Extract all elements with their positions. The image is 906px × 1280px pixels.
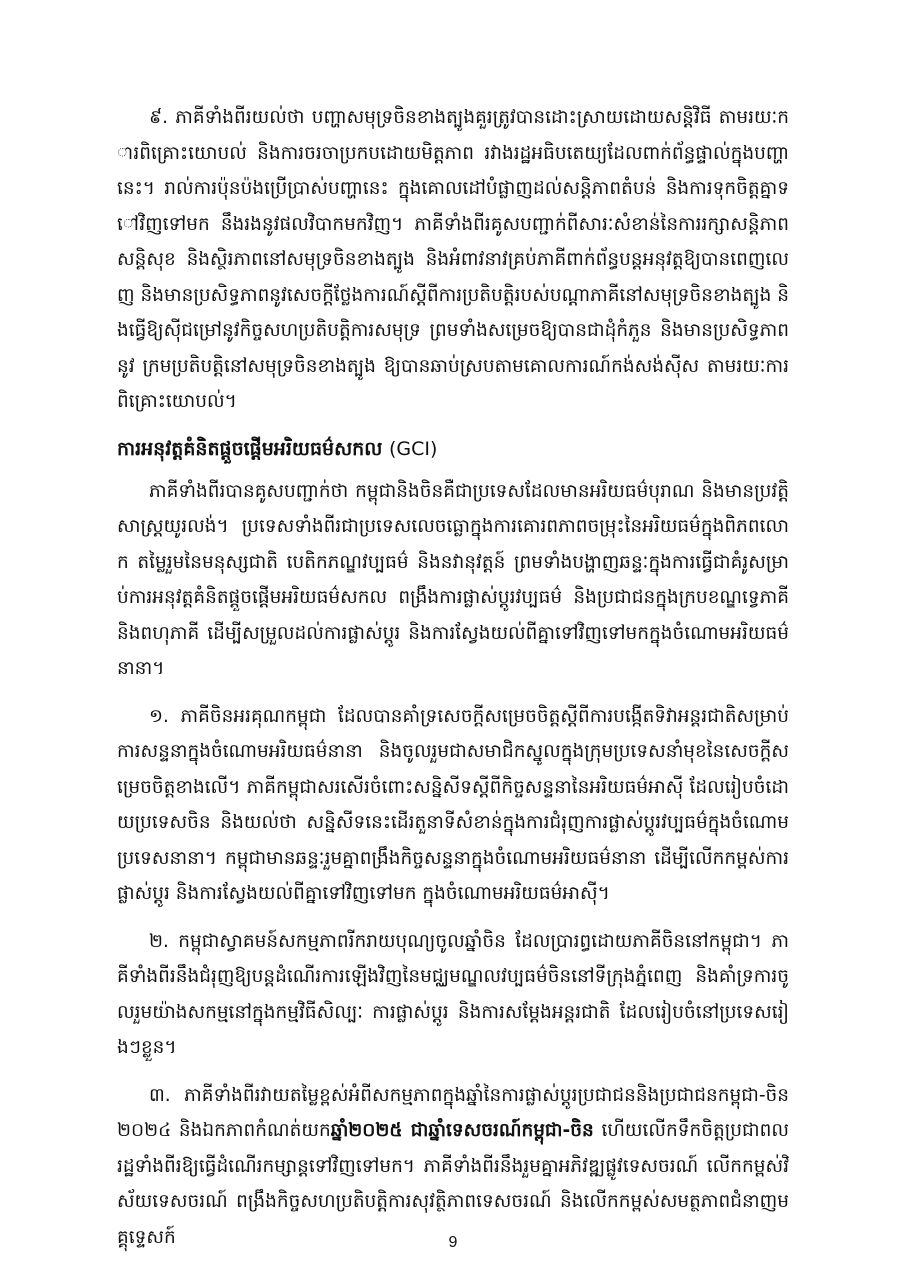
section-heading [117,432,789,466]
paragraph-3-bold: ឆ្នាំ២០២៥ ជាឆ្នាំទេសចរណ៍កម្ពុជា-ចិន [330,1120,594,1141]
paragraph-1: ១. ភាគីចិនអរគុណកម្ពុជា ដែលបានគាំទ្រសេចក្តីសម្រេចចិត្តស្តីពីការបង្កើតទិវាអន្តរជាតិសម្រាប់ការសន្ទនាក្នុងចំណោមអរិយធម៌នានា និងចូលរួមជាសមាជិកស្នូលក្នុងក្រុមប្រទេសនាំមុខនៃសេចក្តីសម្រេចចិត្តខាងលើ។ ភាគីកម្ពុជាសរសើរចំពោះសន្និសីទស្តីពីកិច្ចសន្ទនានៃអរិយធម៌អាស៊ី ដែលរៀបចំដោយប្រទេសចិន និងយល់ថា សន្និសីទនេះដើរតួនាទីសំខាន់ក្នុងការជំរុញការផ្លាស់ប្តូរវប្បធម៌ក្នុងចំណោមប្រទេសនានា។ កម្ពុជាមានឆន្ទៈរួមគ្នាពង្រឹងកិច្ចសន្ទនាក្នុងចំណោមអរិយធម៌នានា ដើម្បីលើកកម្ពស់ការផ្លាស់ប្តូរ និងការស្វែងយល់ពីគ្នាទៅវិញទៅមក ក្នុងចំណោមអរិយធម៌អាស៊ី។ [117,705,789,904]
document-body [117,100,789,1267]
paragraph-2: ២. កម្ពុជាស្វាគមន៍សកម្មភាពរីករាយបុណ្យចូលឆ្នាំចិន ដែលប្រារព្ធដោយភាគីចិននៅកម្ពុជា។ ភាគីទាំងពីរនឹងជំរុញឱ្យបន្តដំណើរការឡើងវិញនៃមជ្ឈមណ្ឌលវប្បធម៌ចិននៅទីក្រុងភ្នំពេញ និងគាំទ្រការចូលរួមយ៉ាងសកម្មនៅក្នុងកម្មវិធីសិល្បៈ ការផ្លាស់ប្តូរ និងការសម្តែងអន្តរជាតិ ដែលរៀបចំនៅប្រទេសរៀងៗខ្លួន។ [117,930,789,1058]
intro-paragraph: ភាគីទាំងពីរបានគូសបញ្ជាក់ថា កម្ពុជានិងចិនគឺជាប្រទេសដែលមានអរិយធម៌បុរាណ និងមានប្រវត្តិសាស្ត្រយូរលង់។ ប្រទេសទាំងពីរជាប្រទេសលេចធ្លោក្នុងការគោរពភាពចម្រុះនៃអរិយធម៌ក្នុងពិភពលោក តម្លៃរួមនៃមនុស្សជាតិ បេតិកភណ្ឌវប្បធម៌ និងនវានុវត្តន៍ ព្រមទាំងបង្ហាញឆន្ទៈក្នុងការធ្វើជាគំរូសម្រាប់ការអនុវត្តគំនិតផ្តួចផ្តើមអរិយធម៌សកល ពង្រឹងការផ្លាស់ប្តូរវប្បធម៌ និងប្រជាជនក្នុងក្របខណ្ឌទ្វេភាគី និងពហុភាគី ដើម្បីសម្រួលដល់ការផ្លាស់ប្តូរ និងការស្វែងយល់ពីគ្នាទៅវិញទៅមកក្នុងចំណោមអរិយធម៌នានា។ [117,480,789,679]
section-heading-acronym: (GCI) [388,437,438,460]
paragraph-3-part-b: ហើយលើកទឹកចិត្តប្រជាពលរដ្ឋទាំងពីរឱ្យធ្វើដំណើរកម្សាន្តទៅវិញទៅមក។ ភាគីទាំងពីរនឹងរួមគ្នាអភិវឌ្ឍផ្លូវទេសចរណ៍ លើកកម្ពស់វិស័យទេសចរណ៍ ពង្រឹងកិច្ចសហប្រតិបត្តិការសុវត្ថិភាពទេសចរណ៍ និងលើកកម្ពស់សមត្ថភាពជំនាញមគ្គុទ្ទេសក៍ [117,1120,789,1248]
paragraph-9: ៩. ភាគីទាំងពីរយល់ថា បញ្ហាសមុទ្រចិនខាងត្បូងគួរត្រូវបានដោះស្រាយដោយសន្តិវិធី តាមរយៈការពិគ្រោះយោបល់ និងការចរចាប្រកបដោយមិត្តភាព រវាងរដ្ឋអធិបតេយ្យដែលពាក់ព័ន្ធផ្ទាល់ក្នុងបញ្ហានេះ។ រាល់ការប៉ុនប៉ងប្រើប្រាស់បញ្ហានេះ ក្នុងគោលដៅបំផ្លាញដល់សន្តិភាពតំបន់ និងការទុកចិត្តគ្នាទៅវិញទៅមក នឹងរងនូវផលវិបាកមកវិញ។ ភាគីទាំងពីរគូសបញ្ជាក់ពីសារៈសំខាន់នៃការរក្សាសន្តិភាព សន្តិសុខ និងស្ថិរភាពនៅសមុទ្រចិនខាងត្បូង និងអំពាវនាវគ្រប់ភាគីពាក់ព័ន្ធបន្តអនុវត្តឱ្យបានពេញលេញ និងមានប្រសិទ្ធភាពនូវសេចក្តីថ្លែងការណ៍ស្តីពីការប្រតិបត្តិរបស់បណ្តាភាគីនៅសមុទ្រចិនខាងត្បូង និងធ្វើឱ្យស៊ីជម្រៅនូវកិច្ចសហប្រតិបត្តិការសមុទ្រ ព្រមទាំងសម្រេចឱ្យបានជាដុំកំភួន និងមានប្រសិទ្ធភាពនូវ ក្រមប្រតិបត្តិនៅសមុទ្រចិនខាងត្បូង ឱ្យបានឆាប់ស្របតាមគោលការណ៍កង់សង់ស៊ីស តាមរយៈការពិគ្រោះយោបល់។ [117,107,789,412]
paragraph-3-part-a: ៣. ភាគីទាំងពីរវាយតម្លៃខ្ពស់អំពីសកម្មភាពក្នុងឆ្នាំនៃការផ្លាស់ប្តូរប្រជាជននិងប្រជាជនកម្ពុជា-ចិន ២០២៤ និងឯកភាពកំណត់យក [117,1084,789,1141]
paragraph-3 [117,1078,789,1256]
section-heading-text: ការអនុវត្តគំនិតផ្តួចផ្តើមអរិយធម៌សកល [117,437,383,460]
page-number: 9 [448,1234,458,1251]
